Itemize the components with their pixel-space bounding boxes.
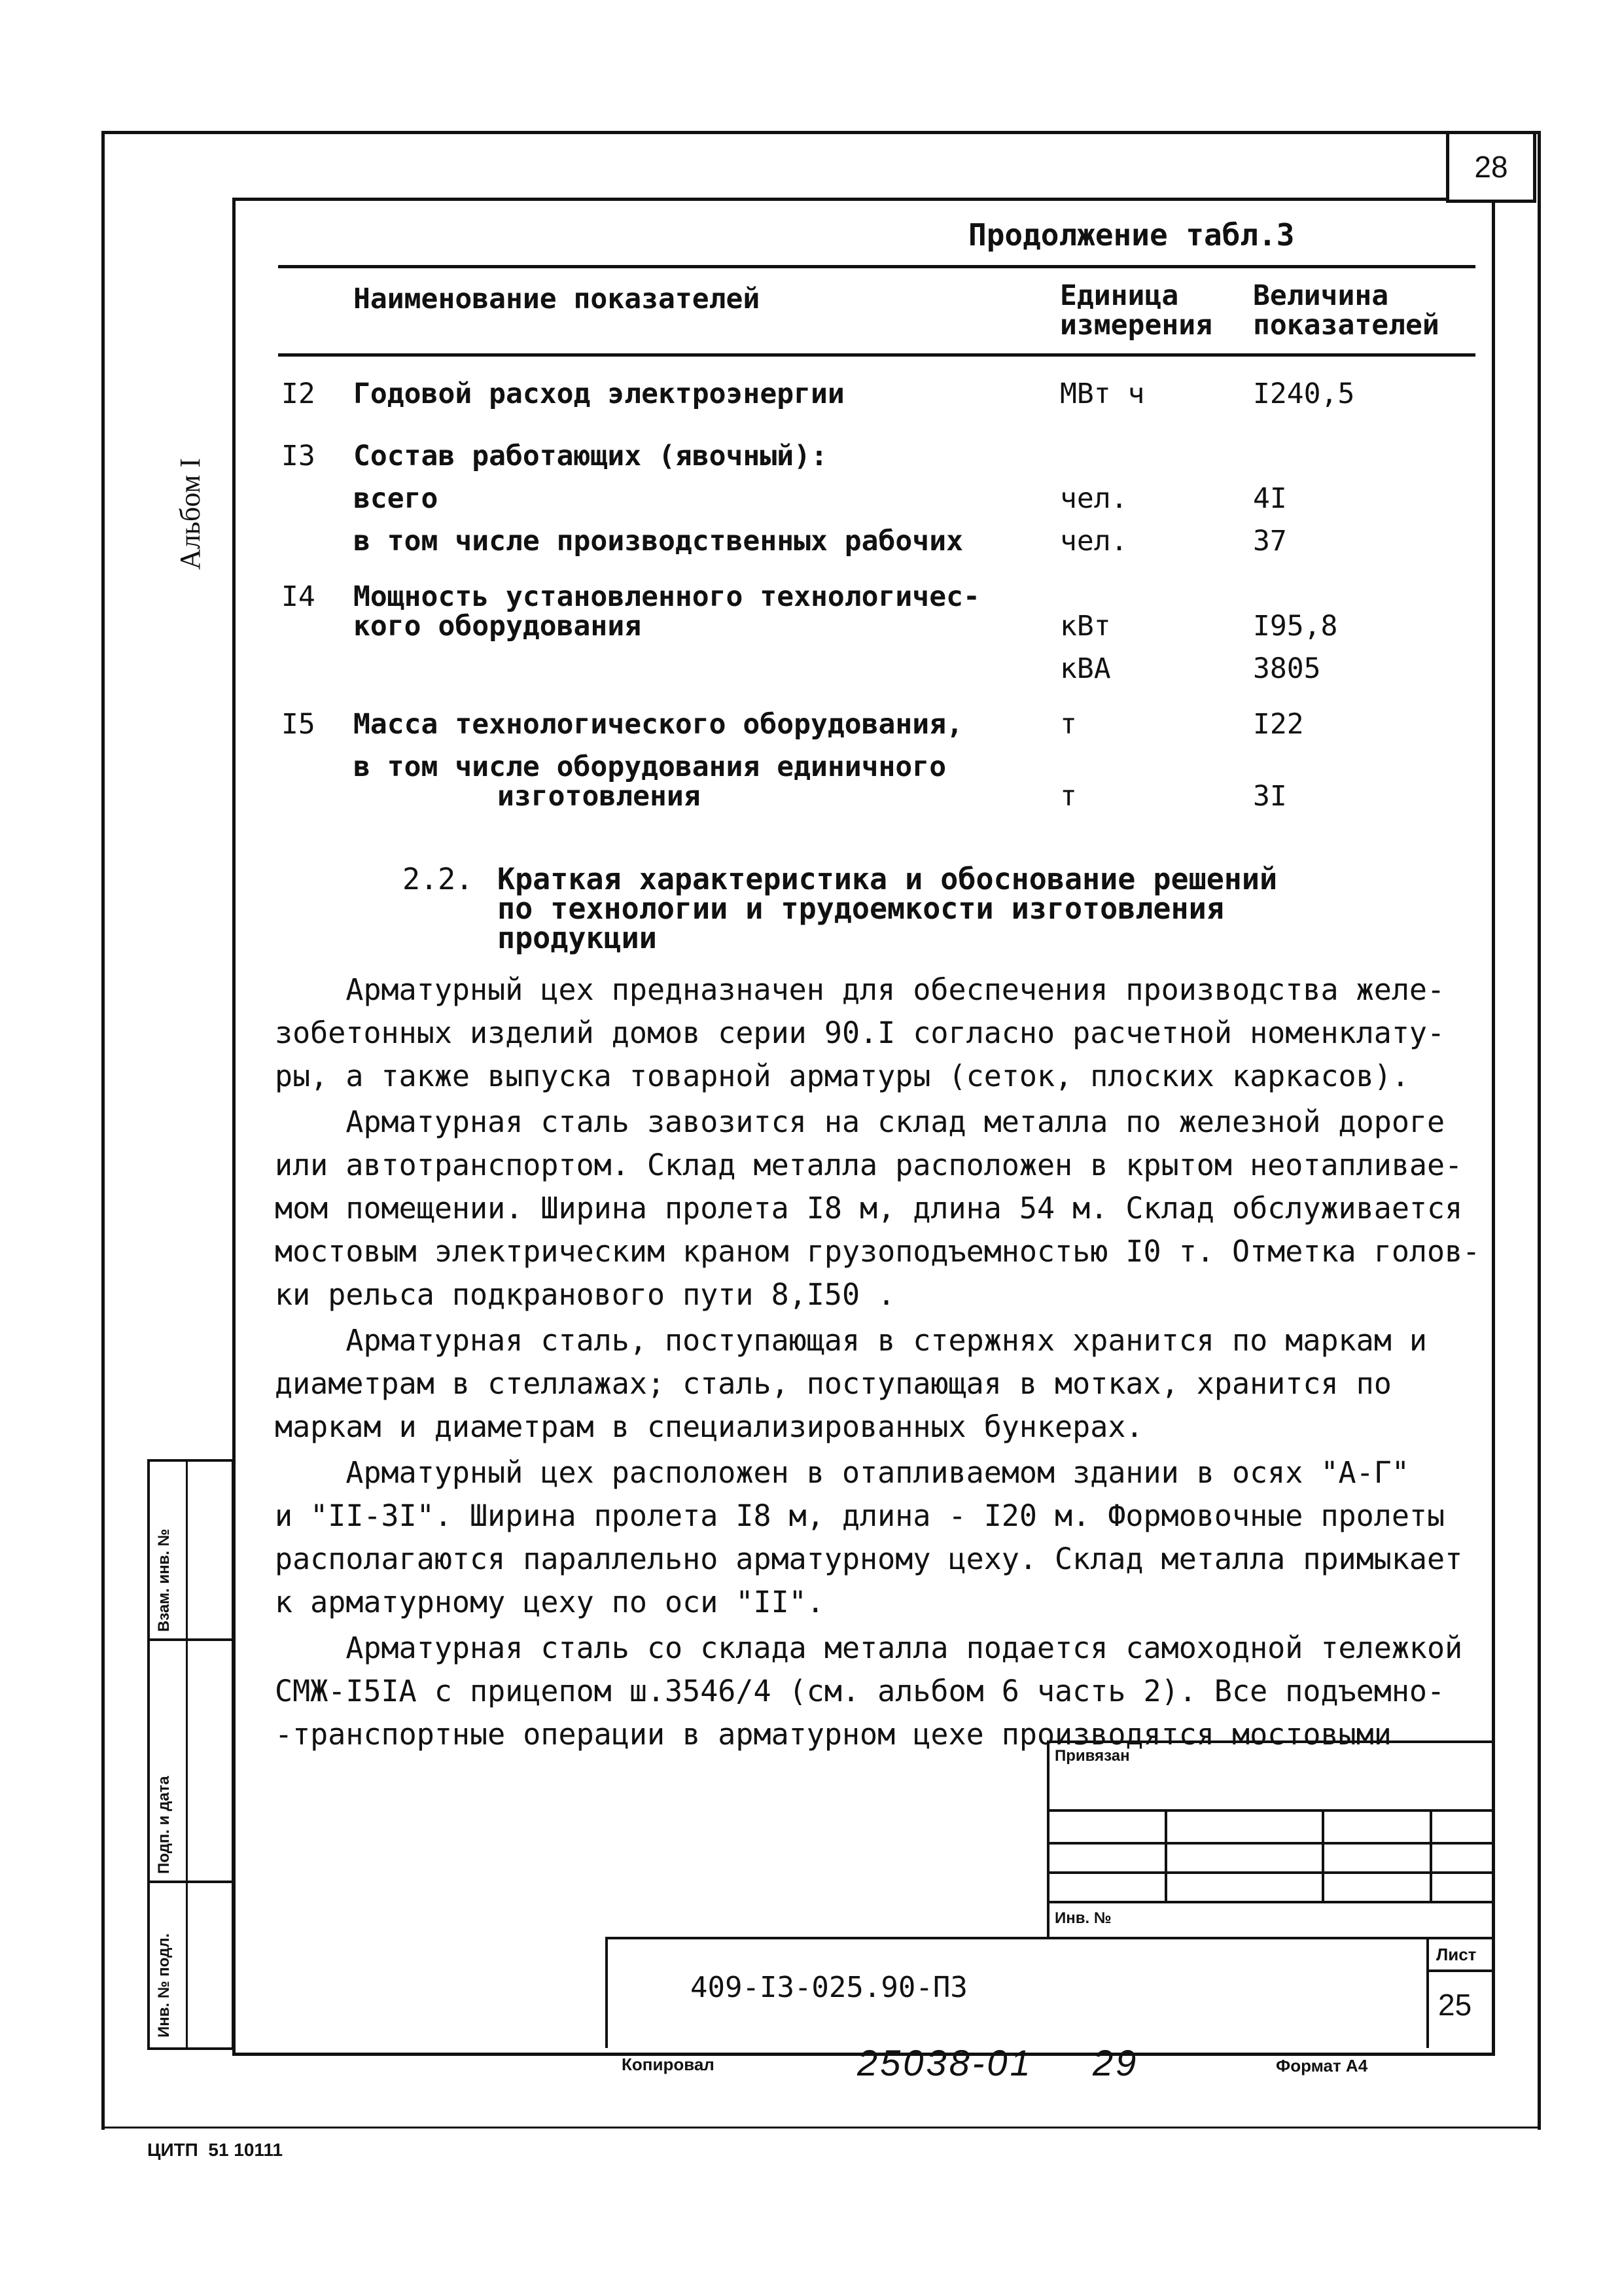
row-value: I22 — [1253, 708, 1304, 741]
grid-line — [1047, 1842, 1492, 1845]
grid-line — [1165, 1809, 1167, 1901]
header-value-line1: Величина — [1253, 279, 1389, 312]
row-num: I4 — [281, 580, 315, 613]
album-label: Альбом I — [173, 458, 206, 570]
row-name: Мощность установленного технологичес- — [353, 580, 980, 613]
table-top-rule — [278, 265, 1475, 268]
stamp-divider — [150, 1638, 232, 1641]
section-number: 2.2. — [402, 862, 474, 896]
body-line: и "II-3I". Ширина пролета I8 м, длина - I20 м. Формовочные пролеты — [275, 1498, 1445, 1533]
stamp-vertical-line — [186, 1462, 188, 2047]
print-code: ЦИТП 51 10111 — [147, 2140, 283, 2160]
page-number: 28 — [1474, 150, 1508, 184]
stamp-line — [605, 1937, 1492, 1939]
body-line: или автотранспортом. Склад металла расположен в крытом неотапливае- — [275, 1148, 1463, 1182]
header-unit-line1: Единица — [1060, 279, 1179, 312]
row-unit: т — [1060, 780, 1077, 813]
section-title-line: Краткая характеристика и обоснование решений — [497, 862, 1278, 896]
format-label: Формат А4 — [1276, 2056, 1368, 2075]
body-line: Арматурная сталь со склада металла подается самоходной тележкой — [275, 1631, 1463, 1665]
row-name: Годовой расход электроэнергии — [353, 378, 845, 410]
body-line: мом помещении. Ширина пролета I8 м, длина 54 м. Склад обслуживается — [275, 1191, 1463, 1226]
row-name: всего — [353, 482, 438, 515]
stamp-column — [147, 1459, 234, 2050]
stamp-label-original-inv: Инв. № подл. — [155, 1933, 173, 2038]
body-line: ры, а также выпуска товарной арматуры (сеток, плоских каркасов). — [275, 1059, 1409, 1093]
body-line: Арматурная сталь, поступающая в стержнях хранится по маркам и — [275, 1323, 1427, 1358]
outer-frame-bottom — [101, 2127, 1538, 2128]
row-value: 3I — [1253, 780, 1287, 813]
grid-line — [1322, 1809, 1324, 1901]
body-line: Арматурный цех расположен в отапливаемом здании в осях "А-Г" — [275, 1455, 1409, 1490]
body-line: маркам и диаметрам в специализированных бункерах. — [275, 1409, 1144, 1444]
handwritten-page: 29 — [1093, 2042, 1139, 2083]
row-unit: чел. — [1060, 525, 1128, 557]
stamp-label-signature-date: Подп. и дата — [155, 1776, 173, 1874]
row-unit: кВт — [1060, 610, 1111, 643]
copied-label: Копировал — [622, 2055, 714, 2074]
sheet-number: 25 — [1438, 1988, 1472, 2022]
row-name: Состав работающих (явочный): — [353, 440, 828, 472]
stamp-line — [605, 1937, 608, 2048]
body-line: ки рельса подкранового пути 8,I50 . — [275, 1277, 896, 1312]
body-line: мостовым электрическим краном грузоподъемностью I0 т. Отметка голов- — [275, 1234, 1481, 1269]
row-name: изготовления — [497, 780, 701, 813]
stamp-divider — [150, 1881, 232, 1883]
section-title-line: продукции — [497, 921, 657, 955]
row-name: в том числе производственных рабочих — [353, 525, 963, 557]
inv-number-label: Инв. № — [1055, 1909, 1112, 1927]
page-number-box — [1446, 131, 1536, 203]
row-name: кого оборудования — [353, 610, 642, 643]
table-header-rule — [278, 353, 1475, 357]
row-unit: МВт ч — [1060, 378, 1145, 410]
body-line: зобетонных изделий домов серии 90.I согласно расчетной номенклату- — [275, 1016, 1445, 1050]
header-value-line2: показателей — [1253, 309, 1439, 342]
row-value: I240,5 — [1253, 378, 1355, 410]
header-name: Наименование показателей — [353, 283, 760, 315]
row-value: 3805 — [1253, 652, 1321, 685]
binding-label: Привязан — [1055, 1747, 1130, 1765]
row-unit: кВА — [1060, 652, 1111, 685]
header-unit-line2: измерения — [1060, 309, 1212, 342]
body-line: диаметрам в стеллажах; сталь, поступающая в мотках, хранится по — [275, 1366, 1392, 1401]
row-unit: чел. — [1060, 482, 1128, 515]
body-line: к арматурному цеху по оси "II". — [275, 1585, 824, 1619]
stamp-line — [1426, 1937, 1429, 2048]
body-line: Арматурная сталь завозится на склад металла по железной дороге — [275, 1104, 1445, 1139]
row-num: I5 — [281, 708, 315, 741]
row-value: I95,8 — [1253, 610, 1338, 643]
body-line: -транспортные операции в арматурном цехе производятся мостовыми — [275, 1717, 1392, 1752]
section-title-line: по технологии и трудоемкости изготовления — [497, 891, 1224, 926]
grid-line — [1047, 1901, 1492, 1903]
row-num: I3 — [281, 440, 315, 472]
row-name: в том числе оборудования единичного — [353, 751, 947, 783]
grid-line — [1047, 1740, 1049, 1937]
grid-line — [1047, 1809, 1492, 1812]
document-code: 409-I3-025.90-ПЗ — [690, 1971, 968, 2004]
row-name: Масса технологического оборудования, — [353, 708, 963, 741]
table-continuation-label: Продолжение табл.3 — [968, 217, 1295, 253]
row-value: 4I — [1253, 482, 1287, 515]
body-line: Арматурный цех предназначен для обеспечения производства желе- — [275, 972, 1445, 1007]
body-line: СМЖ-I5IА с прицепом ш.3546/4 (см. альбом 6 часть 2). Все подъемно- — [275, 1674, 1445, 1708]
row-value: 37 — [1253, 525, 1287, 557]
sheet-label: Лист — [1436, 1945, 1477, 1964]
body-line: располагаются параллельно арматурному цеху. Склад металла примыкает — [275, 1542, 1463, 1576]
row-num: I2 — [281, 378, 315, 410]
stamp-line — [1426, 1969, 1492, 1972]
row-unit: т — [1060, 708, 1077, 741]
grid-line — [1047, 1871, 1492, 1874]
stamp-label-replace-inv: Взам. инв. № — [155, 1528, 173, 1632]
grid-line — [1430, 1809, 1432, 1901]
handwritten-number: 25038-01 — [857, 2042, 1033, 2083]
grid-line — [1047, 1740, 1492, 1743]
